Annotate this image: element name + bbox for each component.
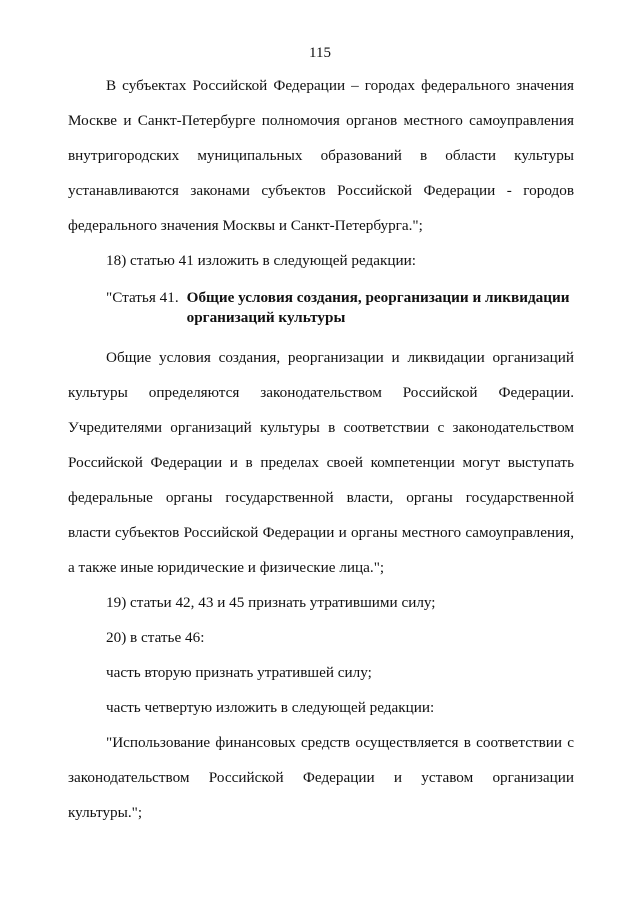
paragraph-financial-means: "Использование финансовых средств осуществляется в соответствии с законодательством Российской Федерации и уставом организации культуры."; xyxy=(68,734,574,821)
paragraph-part-two: часть вторую признать утратившей силу; xyxy=(106,664,372,681)
paragraph-item-19: 19) статьи 42, 43 и 45 признать утратившими силу; xyxy=(106,594,436,611)
article-label: "Статья 41. xyxy=(106,289,179,306)
page-number: 115 xyxy=(309,45,331,61)
document-body xyxy=(68,68,574,830)
paragraph-part-four: часть четвертую изложить в следующей редакции: xyxy=(106,699,435,716)
paragraph-item-18: 18) статью 41 изложить в следующей редакции: xyxy=(106,252,416,269)
paragraph-federal-cities: В субъектах Российской Федерации – городах федерального значения Москве и Санкт-Петербурге полномочия органов местного самоуправления внутригородских муниципальных образований в области культуры устанавливаются законами субъектов Российской Федерации - городов федерального значения Москвы и Санкт-Петербурга."; xyxy=(68,77,574,234)
article-heading xyxy=(68,280,574,336)
paragraph-item-20: 20) в статье 46: xyxy=(106,629,205,646)
article-title: Общие условия создания, реорганизации и ликвидации организаций культуры xyxy=(186,289,570,326)
paragraph-article-41-text: Общие условия создания, реорганизации и ликвидации организаций культуры определяются законодательством Российской Федерации. Учредителями организаций культуры в соответствии с законодательством Российской Федерации и в пределах своей компетенции могут выступать федеральные органы государственной власти, органы государственной власти субъектов Российской Федерации и органы местного самоуправления, а также иные юридические и физические лица."; xyxy=(68,349,574,576)
